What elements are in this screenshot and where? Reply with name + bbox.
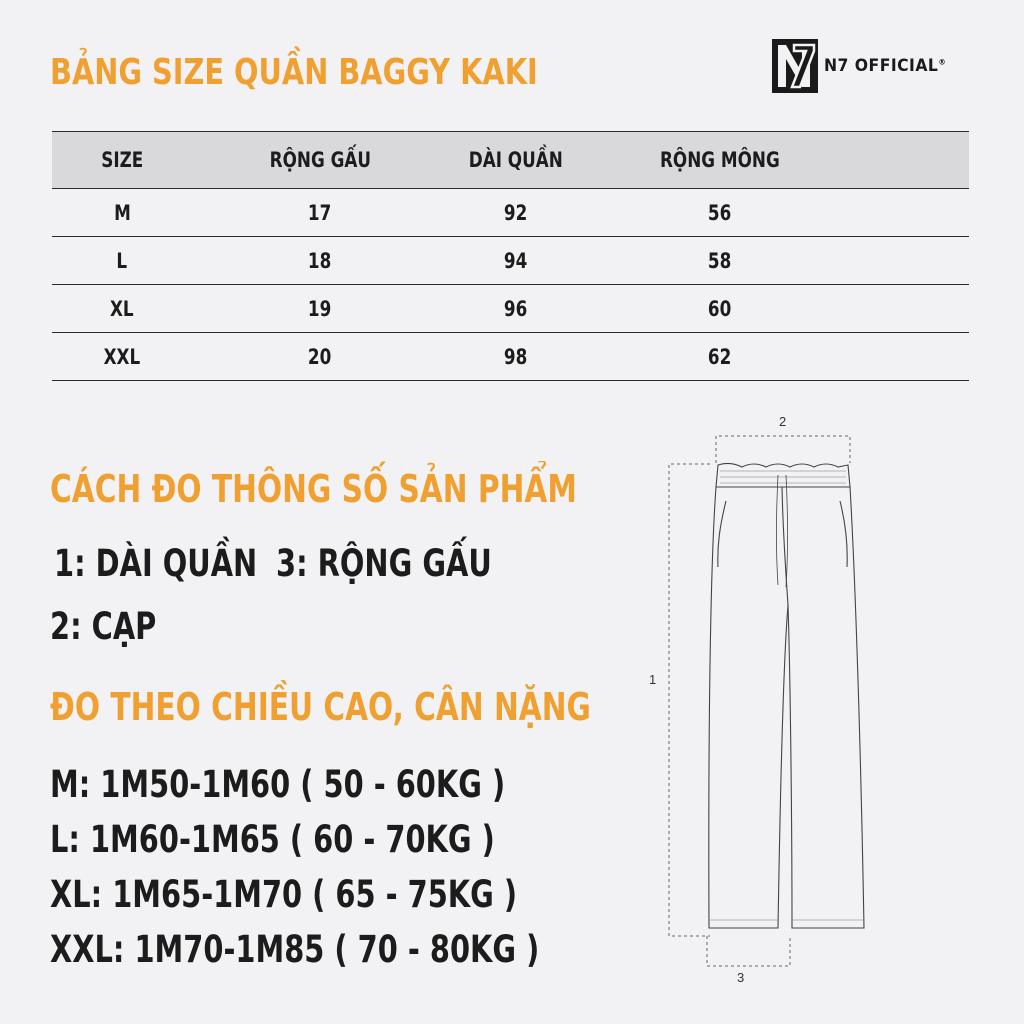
rong-mong-cell: 60 [708,296,732,321]
size-table [52,131,969,381]
column-header-rong-gau: RỘNG GẤU [269,148,371,172]
measure-item-length: 1: DÀI QUẦN [54,542,258,585]
dai-quan-cell: 94 [504,248,528,273]
fit-item-xl: XL: 1M65-1M70 ( 65 - 75KG ) [50,873,518,916]
measure-item-waist: 2: CẠP [50,605,157,648]
hem-dimension [707,936,790,985]
page-title: BẢNG SIZE QUẦN BAGGY KAKI [50,52,538,93]
rong-gau-cell: 17 [308,200,332,225]
rong-mong-cell: 56 [708,200,732,225]
table-row [52,237,969,285]
fit-item-l: L: 1M60-1M65 ( 60 - 70KG ) [50,818,495,861]
brand-name: N7 OFFICIAL® [824,56,947,76]
rong-gau-cell: 20 [308,344,332,369]
table-row [52,285,969,333]
pants-measurement-diagram [640,405,880,995]
table-row [52,333,969,381]
waist-dimension [716,414,850,463]
fit-heading: ĐO THEO CHIỀU CAO, CÂN NẶNG [50,685,591,729]
table-row [52,189,969,237]
registered-mark: ® [938,57,947,67]
dai-quan-cell: 98 [504,344,528,369]
dai-quan-cell: 96 [504,296,528,321]
size-cell: L [116,248,128,273]
fit-item-xxl: XXL: 1M70-1M85 ( 70 - 80KG ) [50,928,540,971]
length-dimension [649,464,710,936]
column-header-rong-mong: RỘNG MÔNG [660,148,780,172]
length-dimension-label: 1 [649,672,657,687]
column-header-dai-quan: DÀI QUẦN [468,148,564,172]
hem-dimension-label: 3 [737,970,745,985]
waist-dimension-label: 2 [779,414,787,429]
rong-gau-cell: 19 [308,296,332,321]
measure-heading: CÁCH ĐO THÔNG SỐ SẢN PHẨM [50,467,577,511]
pants-outline [709,463,864,928]
column-header-size: SIZE [100,148,143,172]
measure-item-hem: 3: RỘNG GẤU [276,542,492,585]
size-cell: XL [110,296,134,321]
size-cell: XXL [103,344,141,369]
rong-mong-cell: 58 [708,248,732,273]
dai-quan-cell: 92 [504,200,528,225]
rong-mong-cell: 62 [708,344,732,369]
table-header [52,131,969,189]
size-cell: M [113,200,131,225]
fit-item-m: M: 1M50-1M60 ( 50 - 60KG ) [50,763,506,806]
n7-logo-icon [772,39,820,93]
brand-logo [772,38,957,94]
rong-gau-cell: 18 [308,248,332,273]
